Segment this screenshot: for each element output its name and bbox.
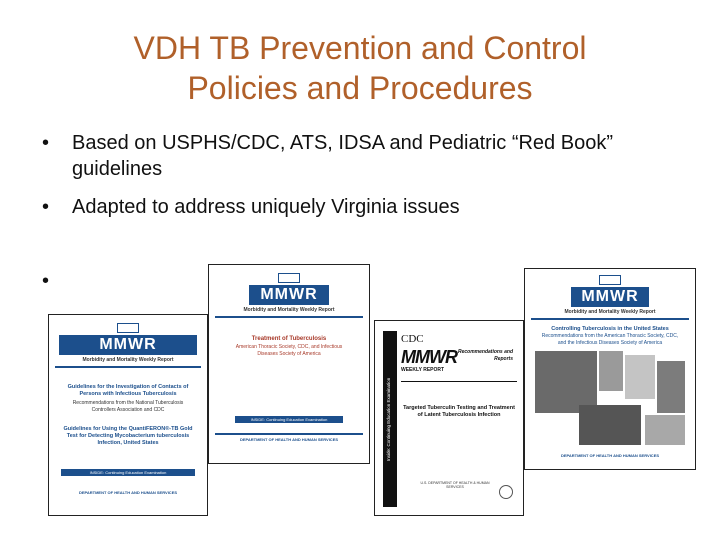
side-bar-label: Inside: Continuing Education Examination xyxy=(386,377,391,461)
photo-image xyxy=(599,351,623,391)
divider xyxy=(215,433,363,435)
bullet-item xyxy=(38,194,678,220)
empty-bullet-symbol: • xyxy=(42,270,50,292)
report-cover-treatment xyxy=(208,264,370,464)
photo-image xyxy=(645,415,685,445)
mmwr-logo: MMWR xyxy=(59,335,197,355)
cover-heading-2: Guidelines for Using the QuantiFERON®-TB Gold Test for Detecting Mycobacterium tuberculosis Infection, United States xyxy=(63,426,193,446)
bullet-text: Based on USPHS/CDC, ATS, IDSA and Pediatric “Red Book” guidelines xyxy=(72,132,613,180)
bullet-symbol: • xyxy=(42,196,50,218)
photo-image xyxy=(579,405,641,445)
divider xyxy=(531,318,689,320)
side-bar xyxy=(383,331,397,507)
slide-title xyxy=(0,28,720,108)
bullet-text: Adapted to address uniquely Virginia issues xyxy=(72,196,460,218)
cdc-logo-icon xyxy=(278,273,300,283)
bullet-symbol: • xyxy=(42,132,50,154)
mmwr-logo: MMWR xyxy=(571,287,649,307)
cover-heading-sub: American Thoracic Society, CDC, and Infectious Diseases Society of America xyxy=(235,344,343,357)
mmwr-logo: MMWR xyxy=(401,347,457,367)
divider xyxy=(401,381,517,382)
bullet-item xyxy=(38,130,678,182)
divider xyxy=(215,316,363,318)
cover-heading: Treatment of Tuberculosis xyxy=(251,336,327,342)
photo-image xyxy=(535,351,597,413)
cover-footer: DEPARTMENT OF HEALTH AND HUMAN SERVICES xyxy=(78,490,178,495)
cdc-logo: CDC xyxy=(401,333,424,345)
cover-heading: Guidelines for the Investigation of Contacts of Persons with Infectious Tuberculosis xyxy=(67,384,189,397)
cover-heading-sub: Recommendations from the American Thoracic Society, CDC, and the Infectious Diseases Society of America xyxy=(541,333,679,346)
cover-footer: U.S. DEPARTMENT OF HEALTH & HUMAN SERVICES xyxy=(420,481,490,489)
weekly-report-label: WEEKLY REPORT xyxy=(401,367,445,373)
photo-collage xyxy=(535,351,685,447)
cover-heading: Targeted Tuberculin Testing and Treatment of Latent Tuberculosis Infection xyxy=(403,405,515,418)
report-cover-controlling-tb xyxy=(524,268,696,470)
cover-footer: DEPARTMENT OF HEALTH AND HUMAN SERVICES xyxy=(560,453,660,458)
mmwr-logo: MMWR xyxy=(249,285,329,305)
cover-subtitle: Morbidity and Mortality Weekly Report xyxy=(243,307,335,313)
divider xyxy=(55,366,201,368)
cover-subtitle: Morbidity and Mortality Weekly Report xyxy=(82,357,174,363)
rec-label: Recommendations and Reports xyxy=(457,349,513,362)
cover-heading: Controlling Tuberculosis in the United States xyxy=(551,326,669,332)
cdc-logo-icon xyxy=(599,275,621,285)
photo-image xyxy=(625,355,655,399)
cover-subtitle: Morbidity and Mortality Weekly Report xyxy=(564,309,656,315)
report-cover-contacts xyxy=(48,314,208,516)
title-line-1: VDH TB Prevention and Control xyxy=(133,30,587,66)
hhs-seal-icon xyxy=(499,485,513,499)
photo-image xyxy=(657,361,685,413)
inside-band: INSIDE: Continuing Education Examination xyxy=(235,416,343,423)
inside-band: INSIDE: Continuing Education Examination xyxy=(61,469,195,476)
title-line-2: Policies and Procedures xyxy=(187,70,533,106)
cdc-logo-icon xyxy=(117,323,139,333)
cover-heading-sub: Recommendations from the National Tuberculosis Controllers Association and CDC xyxy=(72,400,184,413)
report-cover-latent-tb xyxy=(374,320,524,516)
bullet-list xyxy=(38,130,678,232)
cover-footer: DEPARTMENT OF HEALTH AND HUMAN SERVICES xyxy=(239,437,339,442)
